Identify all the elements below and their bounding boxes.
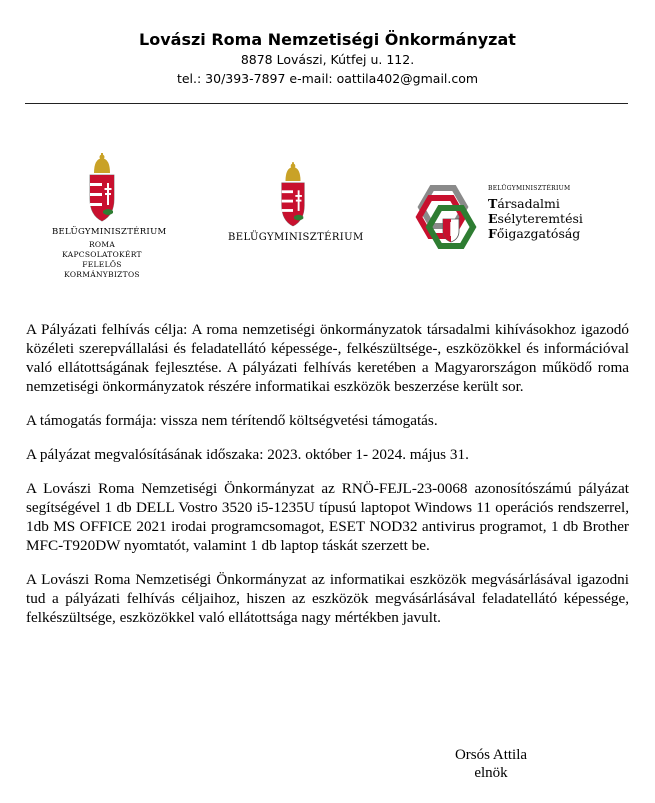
- hungarian-coat-of-arms-icon: [278, 162, 308, 228]
- wordmark-line-1: Társadalmi: [488, 196, 560, 211]
- signatory-name: Orsós Attila: [454, 747, 528, 763]
- logo-roma-commissioner: [52, 153, 167, 280]
- paragraph-outcome: A Lovászi Roma Nemzetiségi Önkormányzat az informatikai eszközök megvásárlásával igazodni tud a pályázati felhívás céljaihoz, hiszen az eszközök megvásárlásával feladatellátó képessége, felkészültsége, eszközökkel való ellátottsága nagy mértékben javult.: [26, 571, 629, 626]
- paragraph-support-form: A támogatás formája: vissza nem térítendő költségvetési támogatás.: [26, 412, 438, 429]
- logo-ministry-label: BELÜGYMINISZTÉRIUM: [228, 232, 364, 243]
- paragraph-implementation-period: A pályázat megvalósításának időszaka: 2023. október 1- 2024. május 31.: [26, 446, 469, 463]
- organization-contact: tel.: 30/393-7897 e-mail: oattila402@gmail.com: [176, 71, 479, 86]
- logo-social-equality-directorate: [408, 182, 608, 262]
- organization-address: 8878 Lovászi, Kútfej u. 112.: [240, 52, 415, 67]
- signatory-title: elnök: [474, 765, 508, 781]
- document-body: [26, 320, 629, 642]
- hexagon-emblem-icon: [408, 182, 484, 260]
- logo-ministry-label: BELÜGYMINISZTÉRIUM: [488, 185, 571, 192]
- organization-name: Lovászi Roma Nemzetiségi Önkormányzat: [139, 30, 516, 49]
- hungarian-coat-of-arms-icon: [86, 153, 118, 223]
- signature-block: [446, 746, 536, 782]
- logo-ministry-label: BELÜGYMINISZTÉRIUM: [52, 227, 167, 237]
- paragraph-procurement: A Lovászi Roma Nemzetiségi Önkormányzat az RNÖ-FEJL-23-0068 azonosítószámú pályázat segítségével 1 db DELL Vostro 3520 i5-1235U típusú laptopot Windows 11 operációs rendszerrel, 1db MS OFFICE 2021 irodai programcsomagot, ESET NOD32 antivirus programot, 1 db Brother MFC-T920DW nyomtatót, valamint 1 db laptop táskát szerzett be.: [26, 480, 629, 554]
- wordmark-line-2: Esélyteremtési: [488, 211, 583, 226]
- paragraph-call-purpose: A Pályázati felhívás célja: A roma nemzetiségi önkormányzatok társadalmi kihívásokhoz igazodó közéleti szerepvállalási és feladatellátó képessége-, felkészültsége-, eszközökkel és információval való ellátottságának fejlesztése. A pályázati felhívás keretében a Magyarországon működő roma nemzetiségi önkormányzatok részére informatikai eszközök beszerzése került sor.: [26, 321, 629, 395]
- logo-subtitle-line1: ROMA KAPCSOLATOKÉRT: [62, 240, 142, 259]
- logo-interior-ministry: [228, 162, 364, 243]
- letterhead: [0, 30, 655, 88]
- header-divider: [25, 103, 628, 104]
- wordmark-line-3: Főigazgatóság: [488, 226, 581, 241]
- logo-subtitle-line2: FELELŐS KORMÁNYBIZTOS: [64, 260, 140, 279]
- directorate-wordmark: [488, 185, 583, 241]
